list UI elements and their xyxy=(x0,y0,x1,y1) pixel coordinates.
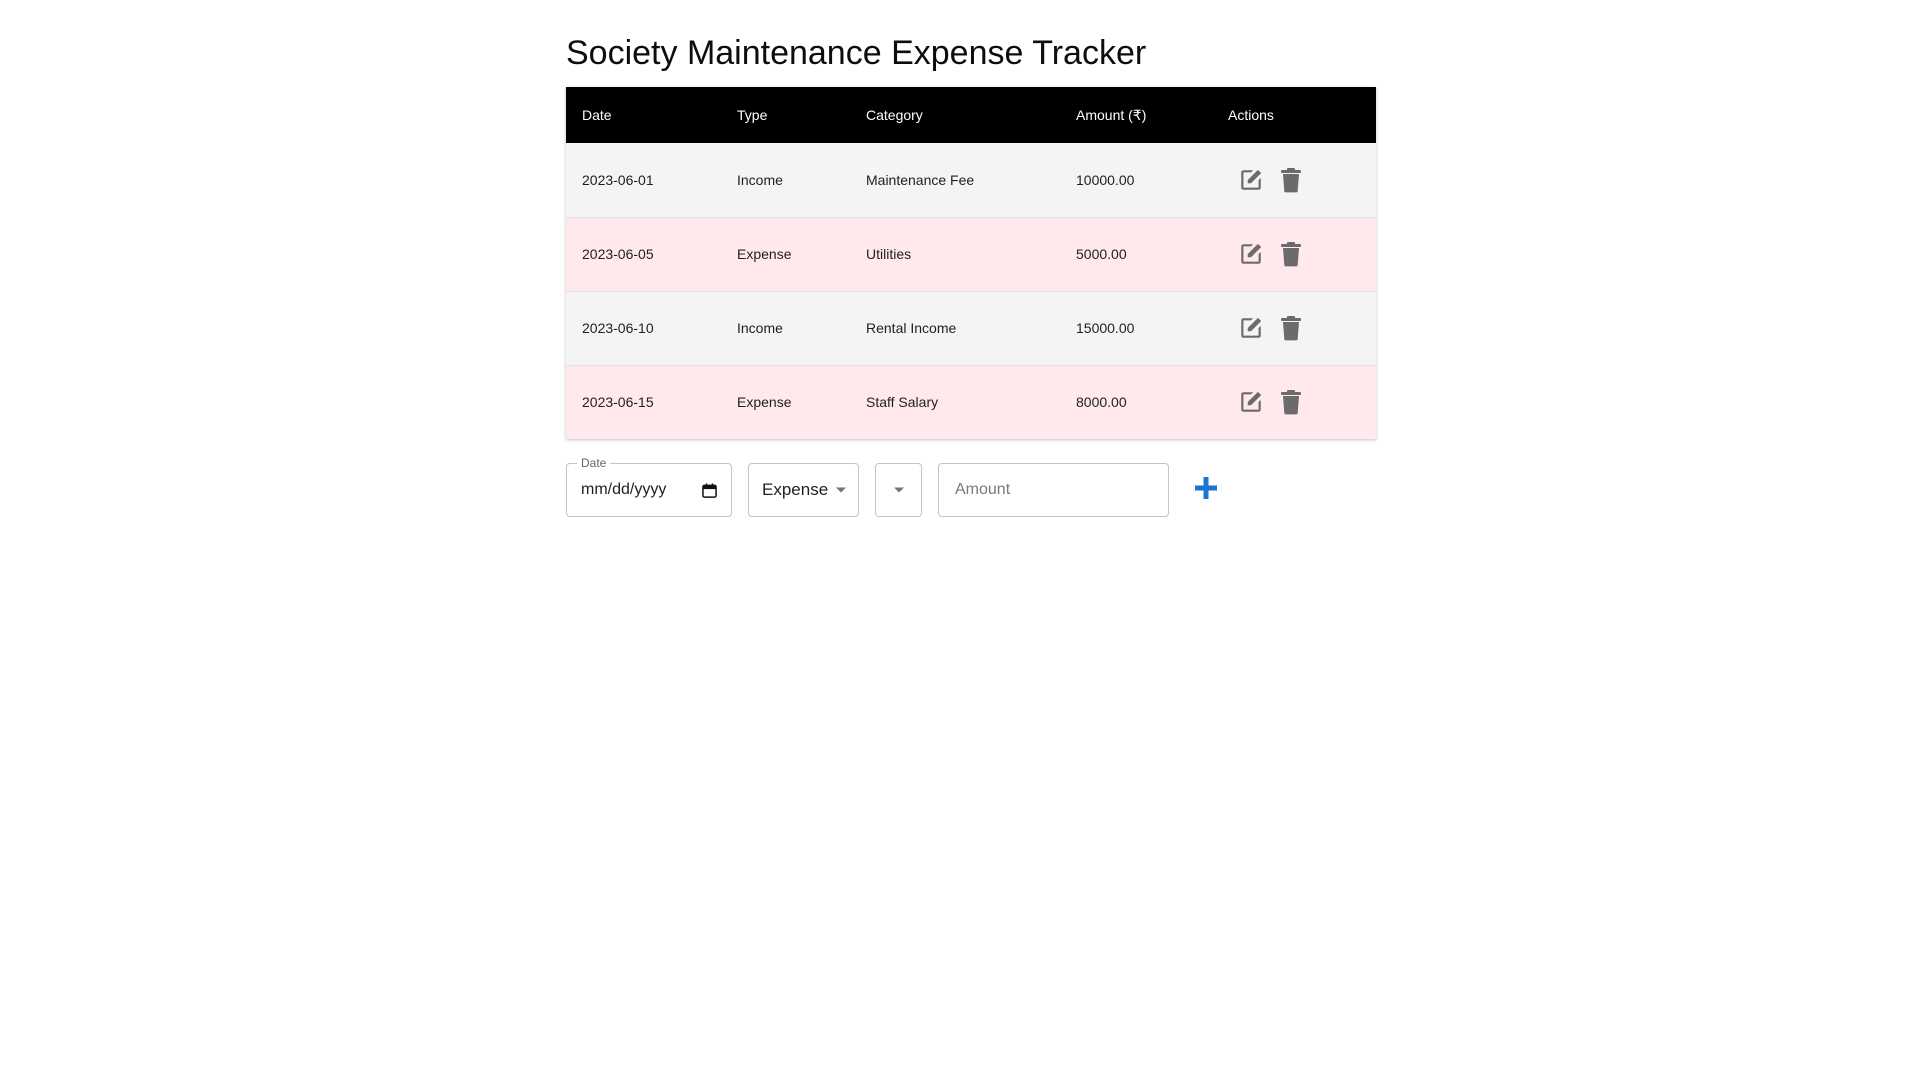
table-row xyxy=(566,143,1376,217)
edit-icon[interactable] xyxy=(1236,239,1266,269)
transactions-table xyxy=(566,87,1376,439)
plus-icon xyxy=(1194,476,1218,505)
cell-amount: 10000.00 xyxy=(1076,171,1135,188)
edit-icon[interactable] xyxy=(1236,387,1266,417)
chevron-down-icon xyxy=(894,487,904,493)
header-type: Type xyxy=(737,107,768,123)
date-field-value[interactable]: mm/dd/yyyy xyxy=(581,481,667,498)
cell-amount: 15000.00 xyxy=(1076,320,1135,336)
cell-date: 2023-06-01 xyxy=(582,171,654,188)
chevron-down-icon xyxy=(836,487,846,493)
add-entry-button[interactable] xyxy=(1191,475,1221,505)
cell-date: 2023-06-15 xyxy=(582,394,654,411)
trash-icon[interactable] xyxy=(1276,165,1306,195)
edit-icon[interactable] xyxy=(1236,165,1266,195)
edit-icon[interactable] xyxy=(1236,313,1266,343)
cell-amount: 8000.00 xyxy=(1076,394,1127,411)
amount-field[interactable] xyxy=(938,463,1169,517)
table-row xyxy=(566,291,1376,365)
cell-actions xyxy=(1212,143,1376,217)
cell-date: 2023-06-10 xyxy=(582,320,654,336)
add-entry-form xyxy=(566,456,1376,518)
header-actions: Actions xyxy=(1228,107,1274,123)
cell-actions xyxy=(1212,217,1376,291)
header-category: Category xyxy=(866,107,923,123)
cell-type: Expense xyxy=(737,394,792,411)
page-title: Society Maintenance Expense Tracker xyxy=(566,34,1147,72)
cell-actions xyxy=(1212,291,1376,365)
amount-input[interactable] xyxy=(953,480,1154,500)
cell-actions xyxy=(1212,365,1376,439)
cell-category: Rental Income xyxy=(866,320,957,336)
type-select-value: Expense xyxy=(762,480,829,499)
header-amount: Amount (₹) xyxy=(1076,106,1147,123)
date-field-label: Date xyxy=(577,456,610,470)
type-select[interactable] xyxy=(748,463,859,517)
cell-amount: 5000.00 xyxy=(1076,246,1127,262)
calendar-icon[interactable] xyxy=(702,483,717,498)
table-header-row xyxy=(566,87,1376,143)
cell-category: Utilities xyxy=(866,246,912,262)
page xyxy=(566,28,1376,518)
trash-icon[interactable] xyxy=(1276,387,1306,417)
cell-date: 2023-06-05 xyxy=(582,246,654,262)
table-row xyxy=(566,365,1376,439)
cell-type: Expense xyxy=(737,246,792,262)
cell-type: Income xyxy=(737,171,783,188)
table-row xyxy=(566,217,1376,291)
transactions-table-container xyxy=(566,87,1376,439)
category-select[interactable] xyxy=(875,463,922,517)
trash-icon[interactable] xyxy=(1276,239,1306,269)
date-field[interactable] xyxy=(566,456,732,517)
cell-type: Income xyxy=(737,320,783,336)
trash-icon[interactable] xyxy=(1276,313,1306,343)
cell-category: Maintenance Fee xyxy=(866,171,975,188)
cell-category: Staff Salary xyxy=(866,394,939,411)
header-date: Date xyxy=(582,107,612,123)
